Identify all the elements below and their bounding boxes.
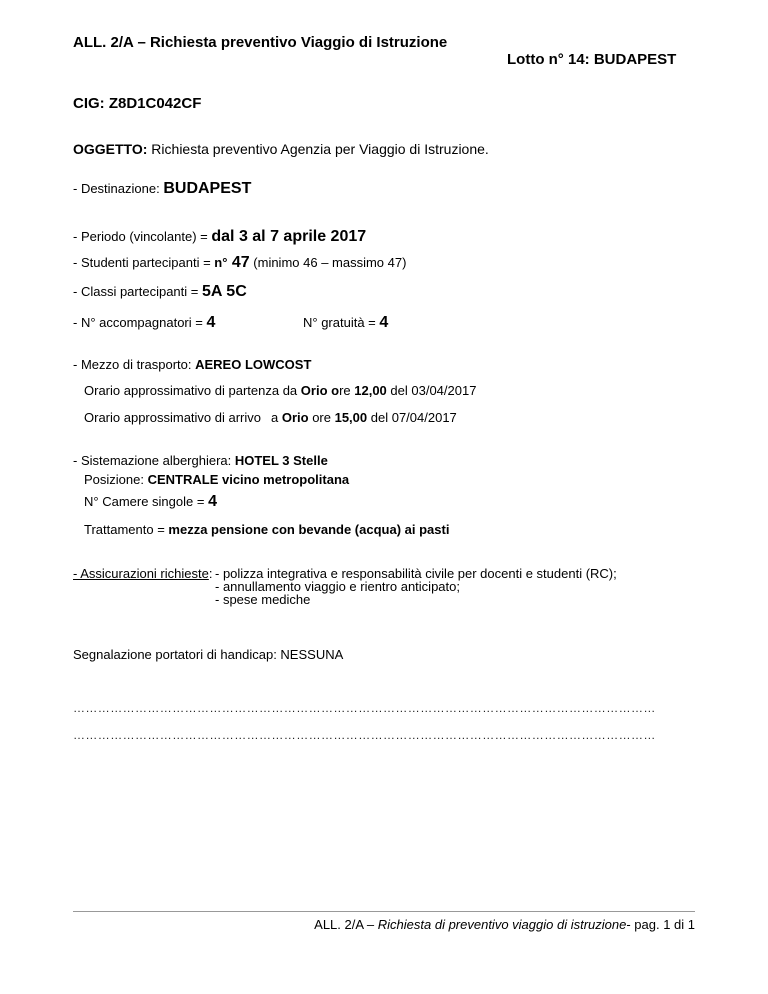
posizione-label: Posizione: bbox=[84, 472, 148, 487]
mezzo-label: - Mezzo di trasporto: bbox=[73, 357, 196, 372]
camere-value: 4 bbox=[208, 493, 217, 510]
arrivo-text2: a bbox=[271, 410, 282, 425]
gratuita-line bbox=[303, 314, 388, 332]
dotted-line: …………………………………………………………………………………………………………………………… bbox=[73, 701, 656, 715]
gratuita-value: 4 bbox=[379, 314, 389, 331]
posizione-value: CENTRALE vicino metropolitana bbox=[147, 472, 350, 487]
gratuita-label: N° gratuità = bbox=[303, 315, 380, 330]
partenza-date: del 03/04/2017 bbox=[386, 383, 477, 398]
studenti-value: 47 bbox=[227, 254, 250, 271]
assicurazioni-item: - annullamento viaggio e rientro anticipato; bbox=[215, 579, 460, 594]
arrivo-text3: ore bbox=[308, 410, 335, 425]
mezzo-line bbox=[73, 357, 311, 372]
footer-divider bbox=[73, 911, 695, 912]
accompagnatori-label: - N° accompagnatori = bbox=[73, 315, 207, 330]
assicurazioni-heading bbox=[73, 566, 212, 581]
trattamento-label: Trattamento = bbox=[84, 522, 169, 537]
studenti-label: - Studenti partecipanti = bbox=[73, 255, 215, 270]
dotted-line: …………………………………………………………………………………………………………………………… bbox=[73, 728, 656, 742]
studenti-prefix: n° bbox=[214, 255, 228, 270]
partenza-text1: Orario approssimativo di partenza da bbox=[84, 383, 301, 398]
sistemazione-line bbox=[73, 453, 328, 468]
footer-title: Richiesta di preventivo viaggio di istruzione bbox=[377, 917, 627, 932]
assicurazioni-colon: : bbox=[208, 566, 213, 581]
partenza-time: 12,00 bbox=[354, 383, 387, 398]
arrivo-place: Orio bbox=[281, 410, 309, 425]
accompagnatori-line bbox=[73, 314, 215, 332]
destinazione-line bbox=[73, 180, 251, 198]
trattamento-line bbox=[84, 522, 449, 537]
partenza-text3: re bbox=[339, 383, 355, 398]
sistemazione-value: HOTEL 3 Stelle bbox=[234, 453, 328, 468]
camere-label: N° Camere singole = bbox=[84, 494, 209, 509]
studenti-line bbox=[73, 254, 406, 272]
accompagnatori-value: 4 bbox=[206, 314, 216, 331]
arrivo-date: del 07/04/2017 bbox=[367, 410, 457, 425]
arrivo-time: 15,00 bbox=[334, 410, 368, 425]
handicap-line: Segnalazione portatori di handicap: NESSUNA bbox=[73, 647, 344, 662]
document-title: ALL. 2/A – Richiesta preventivo Viaggio di Istruzione bbox=[73, 34, 448, 51]
arrivo-line bbox=[271, 410, 457, 425]
page-footer bbox=[314, 917, 695, 932]
studenti-note: (minimo 46 – massimo 47) bbox=[249, 255, 407, 270]
classi-line bbox=[73, 283, 247, 301]
camere-line bbox=[84, 493, 217, 511]
partenza-text2: o bbox=[327, 383, 340, 398]
periodo-label: - Periodo (vincolante) = bbox=[73, 229, 212, 244]
cig-code: CIG: Z8D1C042CF bbox=[73, 95, 202, 112]
assicurazioni-item: - spese mediche bbox=[215, 592, 311, 607]
classi-label: - Classi partecipanti = bbox=[73, 284, 202, 299]
partenza-line bbox=[84, 383, 476, 398]
oggetto-text: Richiesta preventivo Agenzia per Viaggio di Istruzione. bbox=[147, 141, 489, 157]
periodo-value: dal 3 al 7 aprile 2017 bbox=[211, 228, 367, 245]
arrivo-label: Orario approssimativo di arrivo bbox=[84, 410, 262, 425]
periodo-line bbox=[73, 228, 366, 246]
oggetto-line bbox=[73, 141, 489, 157]
assicurazioni-label: - Assicurazioni richieste bbox=[73, 566, 209, 581]
lotto-label: Lotto n° 14: BUDAPEST bbox=[507, 51, 677, 68]
destinazione-value: BUDAPEST bbox=[163, 180, 252, 197]
footer-page: - pag. 1 di 1 bbox=[626, 917, 695, 932]
footer-prefix: ALL. 2/A – bbox=[314, 917, 378, 932]
partenza-place: Orio bbox=[300, 383, 328, 398]
mezzo-value: AEREO LOWCOST bbox=[195, 357, 312, 372]
destinazione-label: - Destinazione: bbox=[73, 181, 164, 196]
sistemazione-label: - Sistemazione alberghiera: bbox=[73, 453, 235, 468]
classi-value: 5A 5C bbox=[201, 283, 247, 300]
oggetto-label: OGGETTO: bbox=[73, 141, 148, 157]
posizione-line bbox=[84, 472, 349, 487]
trattamento-value: mezza pensione con bevande (acqua) ai pasti bbox=[168, 522, 450, 537]
assicurazioni-item: - polizza integrativa e responsabilità civile per docenti e studenti (RC); bbox=[215, 566, 617, 581]
